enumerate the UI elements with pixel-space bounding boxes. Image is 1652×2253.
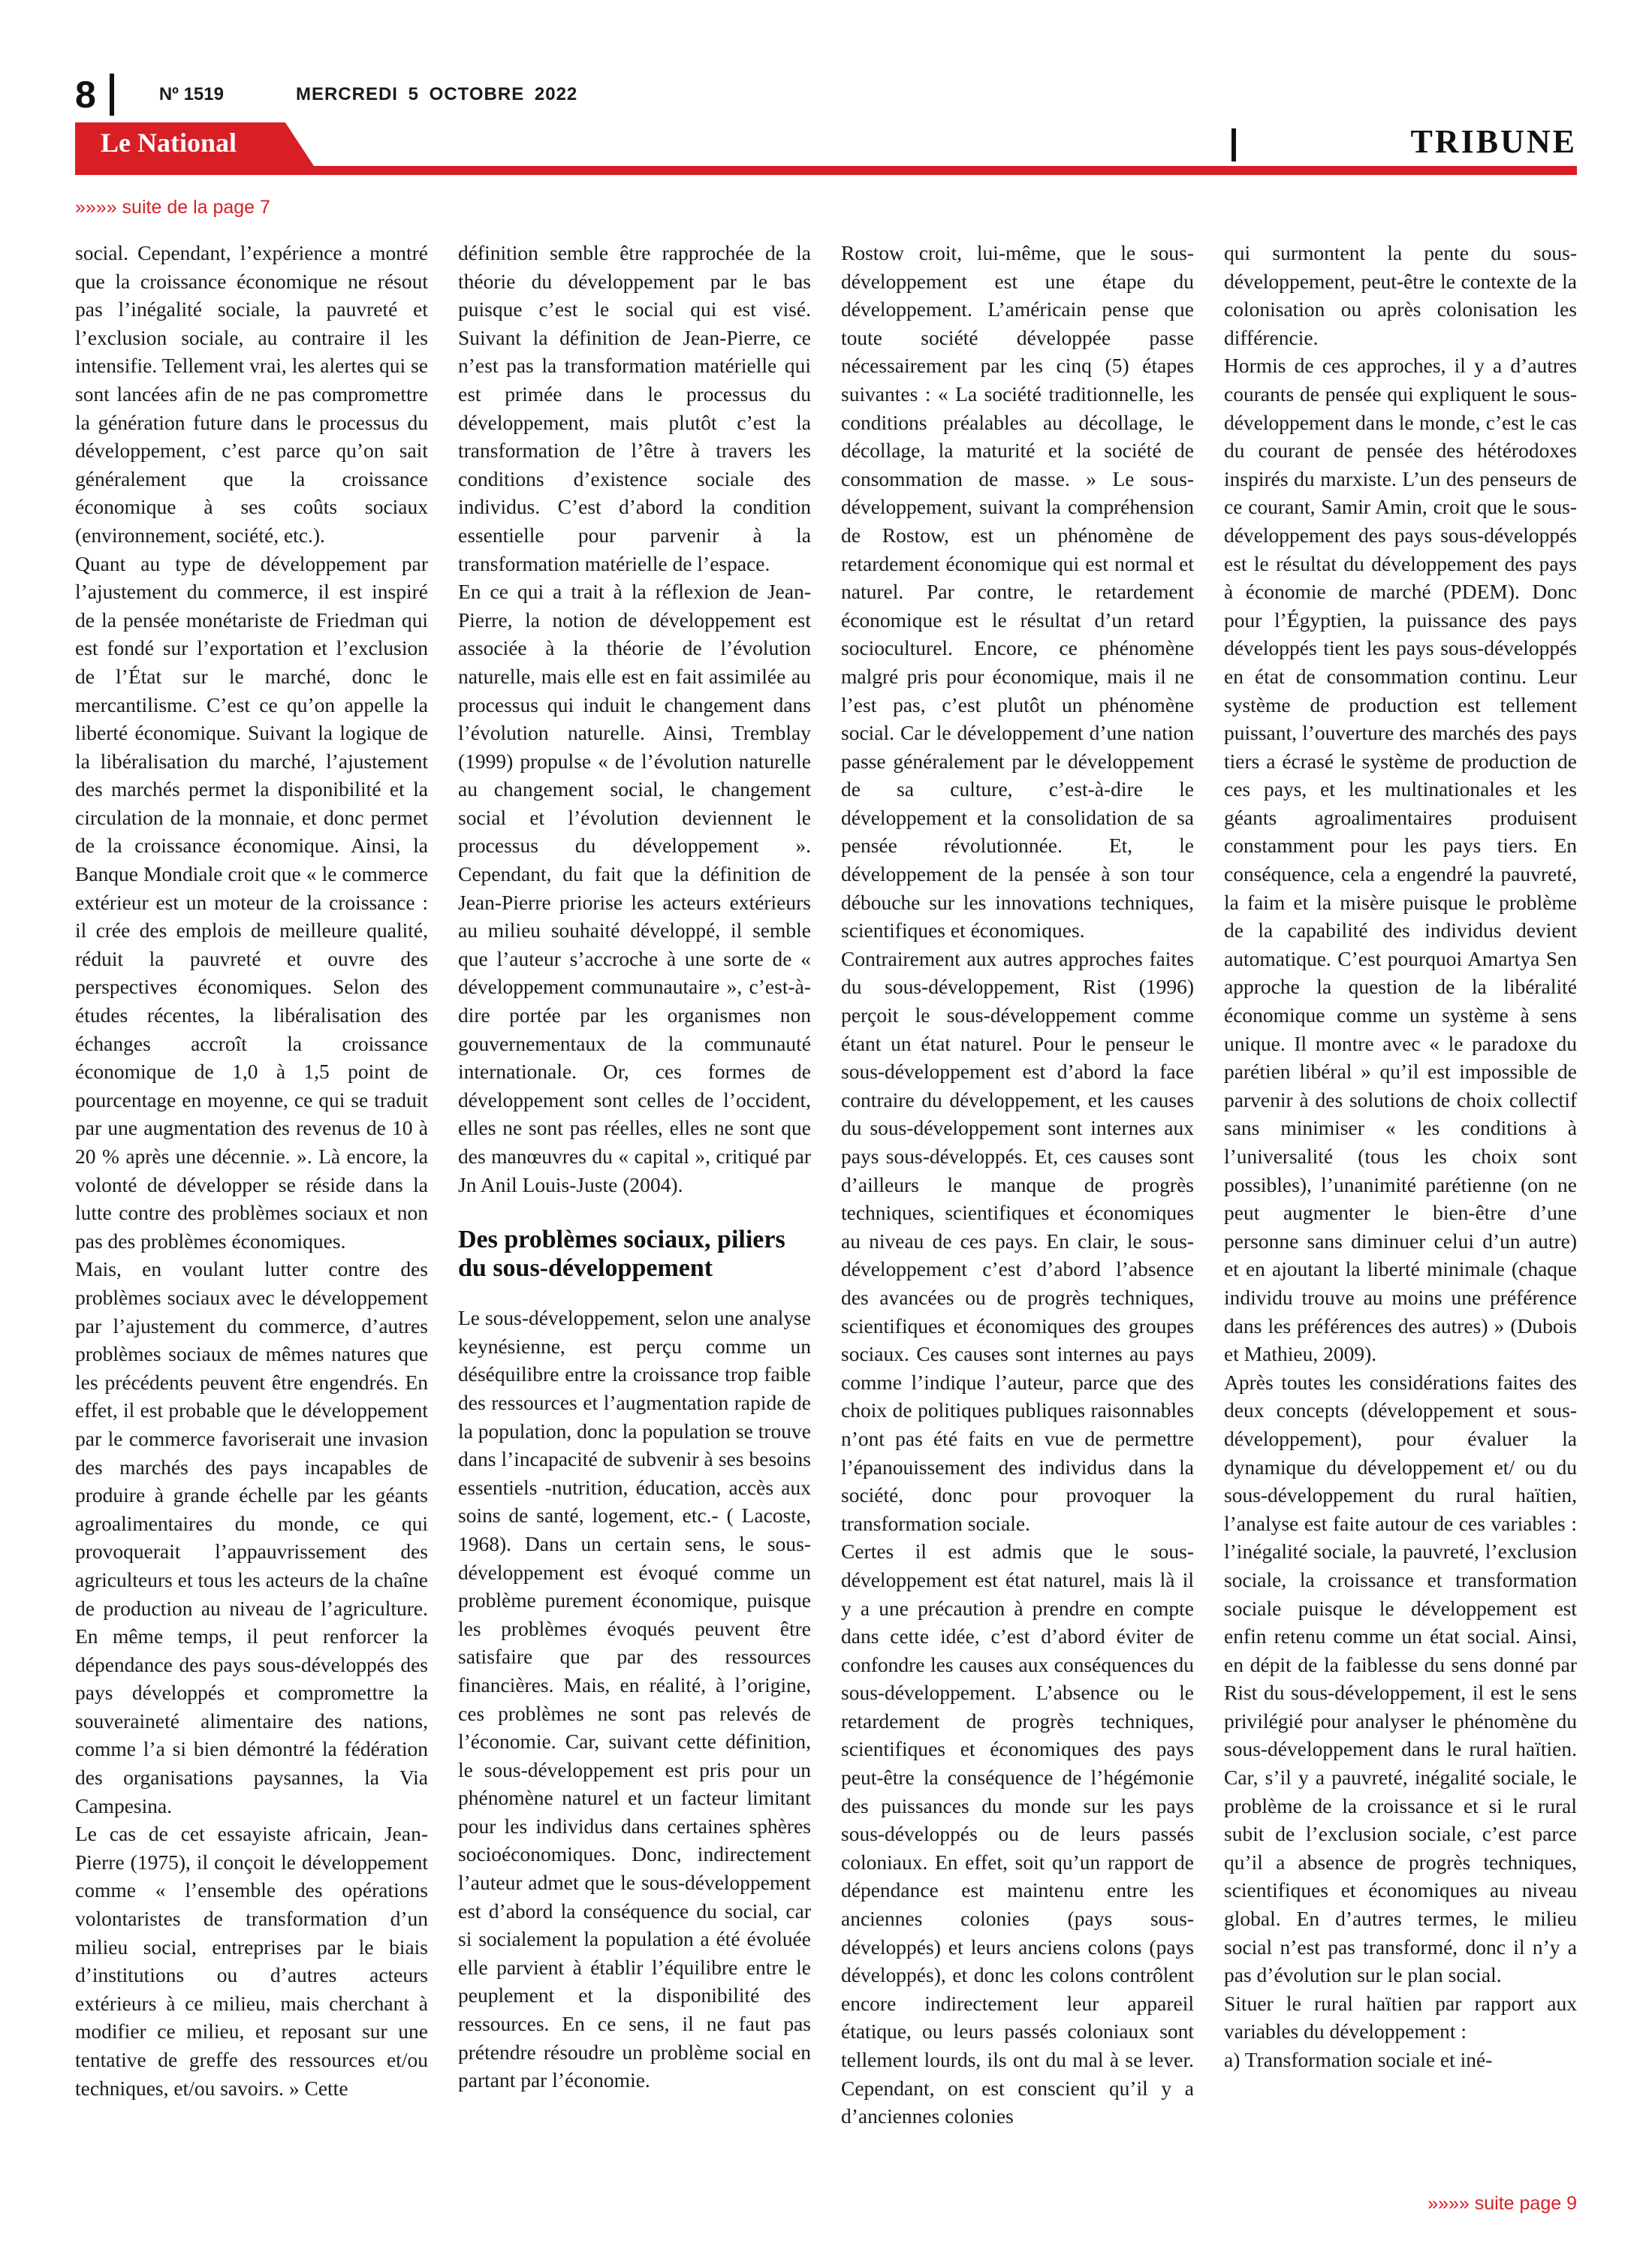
paragraph: Mais, en voulant lutter contre des problèmes sociaux avec le développement par l’ajustement du commerce, d’autres problèmes sociaux de mêmes natures que les précédents peuvent être engendrés. En effet, il est probable que le développement par le commerce favoriserait une invasion des marchés des pays incapables de produire à grande échelle par les géants agroalimentaires du monde, ce qui provoquerait l’appauvrissement des agriculteurs et tous les acteurs de la chaîne de production au niveau de l’agriculture. En même temps, il peut renforcer la dépendance des pays sous-développés des pays développés et compromettre la souveraineté alimentaire des nations, comme l’a si bien démontré la fédération des organisations paysannes, la Via Campesina. xyxy=(75,1257,428,1817)
paragraph: Certes il est admis que le sous-développement est état naturel, mais là il y a une précaution à prendre en compte dans cette idée, c’est d’abord éviter de confondre les causes aux conséquences du sous-développement. L’absence ou le retardement de progrès techniques, scientifiques et économiques des pays peut-être la conséquence de l’hégémonie des puissances du monde sur les pays sous-développés ou de leurs passés coloniaux. En effet, soit qu’un rapport de dépendance est maintenu entre les anciennes colonies (pays sous-développés) et leurs anciens colons (pays développés), et donc les colons contrôlent encore indirectement leur appareil étatique, ou leurs passés coloniaux sont tellement lourds, ils ont du mal à se lever. Cependant, on est conscient qu’il y a d’anciennes colonies xyxy=(841,1540,1194,2128)
page-number: 8 xyxy=(75,74,96,116)
article-body xyxy=(75,239,1577,2161)
newspaper-name: Le National xyxy=(101,128,237,158)
article-column-4 xyxy=(1224,239,1577,2161)
paragraph: Après toutes les considérations faites des deux concepts (développement et sous-développement), pour évaluer la dynamique du développement et/ ou du sous-développement du rural haïtien, l’analyse est faite autour de ces variables : l’inégalité sociale, la pauvreté, l’exclusion sociale, la croissance et transformation sociale puisque le développement est enfin retenu comme un état social. Ainsi, en dépit de la faiblesse du sens donné par Rist du sous-développement, il est le sens privilégié pour analyser le phénomène du sous-développement dans le rural haïtien. Car, s’il y a pauvreté, inégalité sociale, le problème de la croissance et si le rural subit de l’exclusion sociale, c’est parce qu’il a absence de progrès techniques, scientifiques et économiques au niveau global. En d’autres termes, le milieu social n’est pas transformé, donc il n’y a pas d’évolution sur le plan social. xyxy=(1224,1370,1577,1987)
paragraph: Contrairement aux autres approches faites du sous-développement, Rist (1996) perçoit le sous-développement comme étant un état naturel. Pour le penseur le sous-développement est d’abord la face contraire du développement, et les causes du sous-développement sont internes aux pays sous-développés. Et, ces causes sont d’ailleurs le manque de progrès techniques, scientifiques et économiques au niveau de ces pays. En clair, le sous-développement c’est d’abord l’absence des avancées ou de progrès techniques, scientifiques et économiques des groupes sociaux. Ces causes sont internes au pays comme l’indique l’auteur, parce que des choix de politiques publiques raisonnables n’ont pas été faits en vue de permettre l’épanouissement des individus dans la société, donc pour provoquer la transformation sociale. xyxy=(841,946,1194,1535)
issue-number: Nº 1519 xyxy=(158,84,224,104)
header-rule xyxy=(75,166,1577,175)
paragraph: Le cas de cet essayiste africain, Jean-Pierre (1975), il conçoit le développement comme « l’ensemble des opérations volontaristes de transformation d’un milieu social, entreprises par le biais d’institutions ou d’autres acteurs extérieurs à ce milieu, mais cherchant à modifier ce milieu, et reposant sur une tentative de greffe des ressources et/ou techniques, et/ou savoirs. » Cette xyxy=(75,1822,428,2100)
rubric-divider xyxy=(1231,128,1236,161)
paragraph: En ce qui a trait à la réflexion de Jean-Pierre, la notion de développement est associée à la théorie de l’évolution naturelle, mais elle est en fait assimilée au processus qui induit le changement dans l’évolution naturelle. Ainsi, Tremblay (1999) propulse « de l’évolution naturelle au changement social, le changement social et l’évolution deviennent le processus du développement ». Cependant, du fait que la définition de Jean-Pierre priorise les acteurs extérieurs au milieu souhaité développé, il semble que l’auteur s’accroche à une sorte de « développement communautaire », c’est-à-dire portée par les organismes non gouvernementaux de la communauté internationale. Or, ces formes de développement sont celles de l’occident, elles ne sont pas réelles, elles ne sont que des manœuvres du « capital », critiqué par Jn Anil Louis-Juste (2004). xyxy=(458,580,811,1196)
continued-to-link[interactable]: »»»» suite page 9 xyxy=(1427,2193,1577,2214)
article-column-3 xyxy=(841,239,1194,2161)
paragraph: qui surmontent la pente du sous-développement, peut-être le contexte de la colonisation ou après colonisation les différencie. xyxy=(1224,241,1577,349)
paragraph: social. Cependant, l’expérience a montré que la croissance économique ne résout pas l’inégalité sociale, la pauvreté et l’exclusion sociale, au contraire il les intensifie. Tellement vrai, les alertes qui se sont lancées afin de ne pas compromettre la génération future dans le processus du développement, c’est parce qu’on sait généralement que la croissance économique à ses coûts sociaux (environnement, société, etc.). xyxy=(75,241,428,547)
section-rubric: TRIBUNE xyxy=(1410,123,1577,160)
article-column-1 xyxy=(75,239,428,2161)
page-number-divider xyxy=(110,74,114,116)
paragraph: Quant au type de développement par l’ajustement du commerce, il est inspiré de la pensée monétariste de Friedman qui est fondé sur l’exportation et l’exclusion de l’État sur le marché, donc le mercantilisme. C’est ce qu’on appelle la liberté économique. Suivant la logique de la libéralisation du marché, l’ajustement des marchés permet la disponibilité et la circulation de la monnaie, et donc permet de la croissance économique. Ainsi, la Banque Mondiale croit que « le commerce extérieur est un moteur de la croissance : il crée des emplois de meilleure qualité, réduit la pauvreté et ouvre des perspectives économiques. Selon des études récentes, la libéralisation des échanges accroît la croissance économique de 1,0 à 1,5 point de pourcentage en moyenne, ce qui se traduit par une augmentation des revenus de 10 à 20 % après une décennie. ». Là encore, la volonté de développer se réside dans la lutte contre des problèmes sociaux et non pas des problèmes économiques. xyxy=(75,551,428,1253)
paragraph: Situer le rural haïtien par rapport aux variables du développement : xyxy=(1224,1991,1577,2043)
paragraph: définition semble être rapprochée de la théorie du développement par le bas puisque c’est le social qui est visé. Suivant la définition de Jean-Pierre, ce n’est pas la transformation matérielle qui est primée dans le processus du développement, mais plutôt c’est la transformation de l’être à travers les conditions d’existence sociale des individus. C’est d’abord la condition essentielle pour parvenir à la transformation matérielle de l’espace. xyxy=(458,241,811,575)
issue-date: MERCREDI 5 OCTOBRE 2022 xyxy=(295,84,578,104)
paragraph: Rostow croit, lui-même, que le sous-développement est une étape du développement. L’américain pense que toute société développée passe nécessairement par les cinq (5) étapes suivantes : « La société traditionnelle, les conditions préalables au décollage, le décollage, la maturité et la société de consommation de masse. » Le sous-développement, suivant la compréhension de Rostow, est un phénomène de retardement économique qui est normal et naturel. Par contre, le retardement économique est le résultat d’un retard socioculturel. Encore, ce phénomène malgré pris pour économique, mais il ne l’est pas, c’est plutôt un phénomène social. Car le développement d’une nation passe généralement par le développement de sa culture, c’est-à-dire le développement et la consolidation de sa pensée révolutionnée. Et, le développement de la pensée à son tour débouche sur les innovations techniques, scientifiques et économiques. xyxy=(841,241,1194,943)
article-column-2 xyxy=(458,239,811,2161)
masthead-brand-row xyxy=(75,122,1577,176)
continued-from-link[interactable]: »»»» suite de la page 7 xyxy=(75,197,270,218)
paragraph: Hormis de ces approches, il y a d’autres courants de pensée qui expliquent le sous-développement dans le monde, c’est le cas du courant de pensée des hétérodoxes inspirés du marxiste. L’un des penseurs de ce courant, Samir Amin, croit que le sous-développement des pays sous-développés est le résultat du développement des pays à économie de marché (PDEM). Donc pour l’Égyptien, la puissance des pays développés tient les pays sous-développés en état de consommation continu. Leur système de production est tellement puissant, l’ouverture des marchés des pays tiers a écrasé le système de production de ces pays, et les multinationales et les géants agroalimentaires produisent constamment pour les pays tiers. En conséquence, cela a engendré la pauvreté, la faim et la misère puisque le problème de la capabilité des individus devient automatique. C’est pourquoi Amartya Sen approche la question de la libéralité économique comme un système à sens unique. Il montre avec « le paradoxe du parétien libéral » qu’il est impossible de parvenir à des solutions de choix collectif sans minimiser « les conditions à l’universalité (tous les choix sont possibles), l’unanimité parétienne (on ne peut augmenter le bien-être d’une personne sans diminuer celui d’un autre) et en ajoutant la liberté minimale (chaque individu trouve au moins une préférence dans les préférences des autres) » (Dubois et Mathieu, 2009). xyxy=(1224,354,1577,1366)
paragraph: a) Transformation sociale et iné- xyxy=(1224,2048,1493,2071)
paragraph: Le sous-développement, selon une analyse keynésienne, est perçu comme un déséquilibre entre la croissance trop faible des ressources et l’augmentation rapide de la population, donc la population se trouve dans l’incapacité de subvenir à ses besoins essentiels -nutrition, éducation, accès aux soins de santé, logement, etc.- ( Lacoste, 1968). Dans un certain sens, le sous-développement est évoqué comme un problème purement économique, puisque les problèmes évoqués peuvent être satisfaire que par des ressources financières. Mais, en réalité, à l’origine, ces problèmes ne sont pas relevés de l’économie. Car, suivant cette définition, le sous-développement est pris pour un phénomène naturel et un facteur limitant pour les individus dans certaines sphères socioéconomiques. Donc, indirectement l’auteur admet que le sous-développement est d’abord la conséquence du social, car si socialement la population a été évoluée elle parvient à établir l’équilibre entre le peuplement et la disponibilité des ressources. En ce sens, il ne faut pas prétendre résoudre un problème social en partant par l’économie. xyxy=(458,1306,811,2092)
section-heading: Des problèmes sociaux, piliers du sous-développement xyxy=(458,1226,785,1283)
masthead-top xyxy=(75,72,577,117)
